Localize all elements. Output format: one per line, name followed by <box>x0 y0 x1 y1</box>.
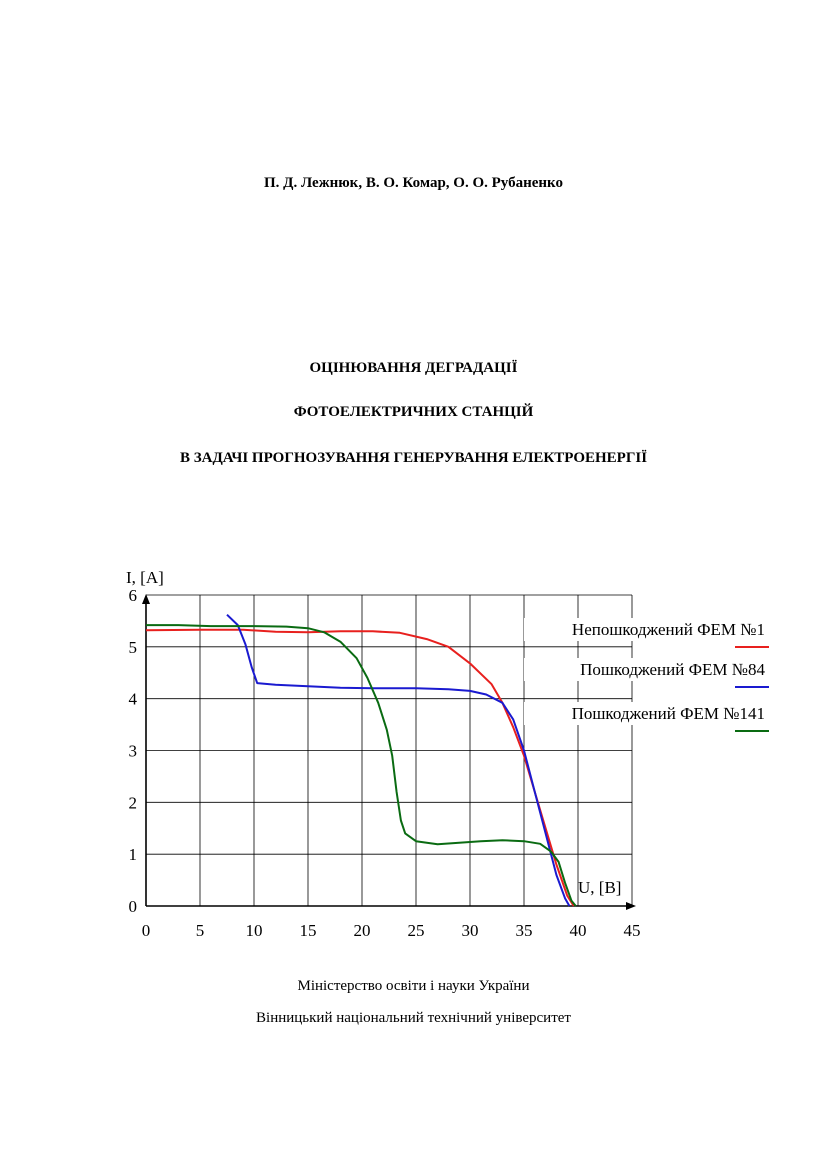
y-tick-label: 5 <box>128 637 137 657</box>
legend-label-2: Пошкоджений ФЕМ №84 <box>580 660 765 679</box>
title-line-3: В ЗАДАЧІ ПРОГНОЗУВАННЯ ГЕНЕРУВАННЯ ЕЛЕКТРОЕНЕРГІЇ <box>179 450 648 466</box>
series-line-1 <box>146 630 574 906</box>
x-tick-label: 0 <box>141 921 151 940</box>
y-tick-label: 2 <box>128 793 137 813</box>
x-tick-label: 15 <box>299 921 317 940</box>
y-axis-label: I, [А] <box>126 568 164 587</box>
chart-axes <box>142 594 636 910</box>
x-tick-label: 40 <box>569 921 587 940</box>
x-tick-label: 45 <box>623 921 641 940</box>
x-tick-label: 10 <box>245 921 263 940</box>
university-line: Вінницький національний технічний університет <box>256 1010 571 1026</box>
series-line-2 <box>227 615 569 906</box>
title-line-2: ФОТОЕЛЕКТРИЧНИХ СТАНЦІЙ <box>293 404 534 420</box>
y-tick-label: 6 <box>128 586 137 605</box>
x-tick-label: 25 <box>407 921 425 940</box>
authors-line: П. Д. Лежнюк, В. О. Комар, О. О. Рубаненко <box>263 175 563 191</box>
y-tick-label: 0 <box>128 897 137 916</box>
legend <box>524 618 769 731</box>
title-line-1: ОЦІНЮВАННЯ ДЕГРАДАЦІЇ <box>309 360 518 376</box>
y-tick-label: 3 <box>128 741 137 761</box>
y-axis-arrow <box>142 594 150 604</box>
legend-label-3: Пошкоджений ФЕМ №141 <box>571 704 765 723</box>
series-line-3 <box>146 625 576 906</box>
legend-label-1: Непошкоджений ФЕМ №1 <box>571 620 765 639</box>
chart-grid <box>146 595 632 906</box>
x-axis-arrow <box>626 902 636 910</box>
x-tick-label: 5 <box>195 921 205 940</box>
x-tick-label: 20 <box>353 921 371 940</box>
y-tick-label: 1 <box>128 845 137 865</box>
ministry-line: Міністерство освіти і науки України <box>297 978 530 994</box>
x-axis-label: U, [В] <box>578 878 622 897</box>
x-tick-label: 30 <box>461 921 479 940</box>
x-tick-label: 35 <box>515 921 533 940</box>
y-tick-label: 4 <box>128 689 137 709</box>
series-layer <box>146 615 576 906</box>
